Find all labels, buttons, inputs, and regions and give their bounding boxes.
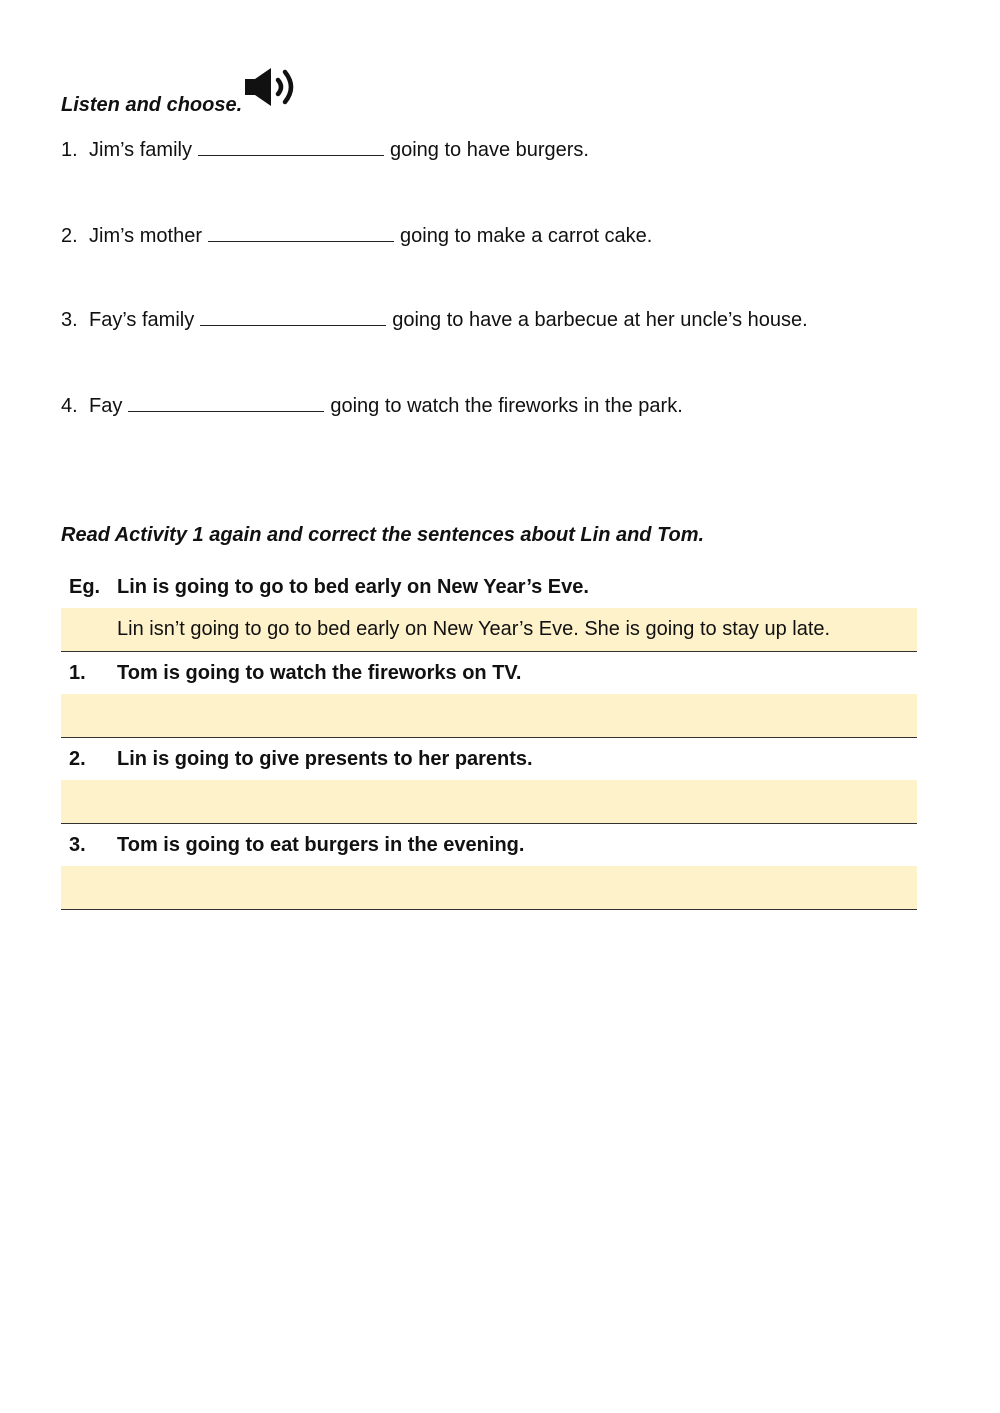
answer-field-3[interactable] xyxy=(61,866,917,910)
table-row-prompt xyxy=(61,824,917,866)
row-prompt-text: Tom is going to watch the fireworks on TV. xyxy=(117,662,522,684)
answer-blank-1[interactable] xyxy=(198,139,384,156)
question-ending: going to watch the fireworks in the park. xyxy=(330,395,683,417)
read-instruction: Read Activity 1 again and correct the sentences about Lin and Tom. xyxy=(61,524,705,546)
correction-table xyxy=(61,566,917,910)
row-prompt-text: Lin is going to go to bed early on New Year’s Eve. xyxy=(117,576,589,598)
row-number: 1. xyxy=(69,662,86,684)
table-row-prompt xyxy=(61,652,917,694)
table-row-prompt xyxy=(61,566,917,608)
question-3 xyxy=(61,309,808,332)
answer-blank-2[interactable] xyxy=(208,225,394,242)
question-1 xyxy=(61,139,589,162)
question-stem: Jim’s mother xyxy=(89,225,202,247)
row-number: Eg. xyxy=(69,576,101,598)
question-ending: going to have a barbecue at her uncle’s house. xyxy=(392,309,808,331)
question-2 xyxy=(61,225,652,248)
question-4 xyxy=(61,395,683,418)
question-stem: Fay xyxy=(89,395,123,417)
row-number: 3. xyxy=(69,834,86,856)
question-number: 2. xyxy=(61,225,78,247)
question-ending: going to make a carrot cake. xyxy=(400,225,653,247)
row-prompt-text: Lin is going to give presents to her parents. xyxy=(117,748,533,770)
answer-blank-4[interactable] xyxy=(128,395,324,412)
example-answer-text: Lin isn’t going to go to bed early on New Year’s Eve. She is going to stay up late. xyxy=(117,618,831,640)
question-number: 1. xyxy=(61,139,78,161)
example-answer-row xyxy=(61,608,917,652)
listen-instruction: Listen and choose. xyxy=(61,94,243,116)
row-number: 2. xyxy=(69,748,86,770)
answer-blank-3[interactable] xyxy=(200,309,386,326)
question-number: 3. xyxy=(61,309,78,331)
row-prompt-text: Tom is going to eat burgers in the evening. xyxy=(117,834,525,856)
answer-field-1[interactable] xyxy=(61,694,917,738)
speaker-icon[interactable] xyxy=(243,66,301,108)
question-ending: going to have burgers. xyxy=(389,139,589,161)
answer-field-2[interactable] xyxy=(61,780,917,824)
question-stem: Fay’s family xyxy=(89,309,195,331)
question-number: 4. xyxy=(61,395,78,417)
question-stem: Jim’s family xyxy=(89,139,192,161)
table-row-prompt xyxy=(61,738,917,780)
